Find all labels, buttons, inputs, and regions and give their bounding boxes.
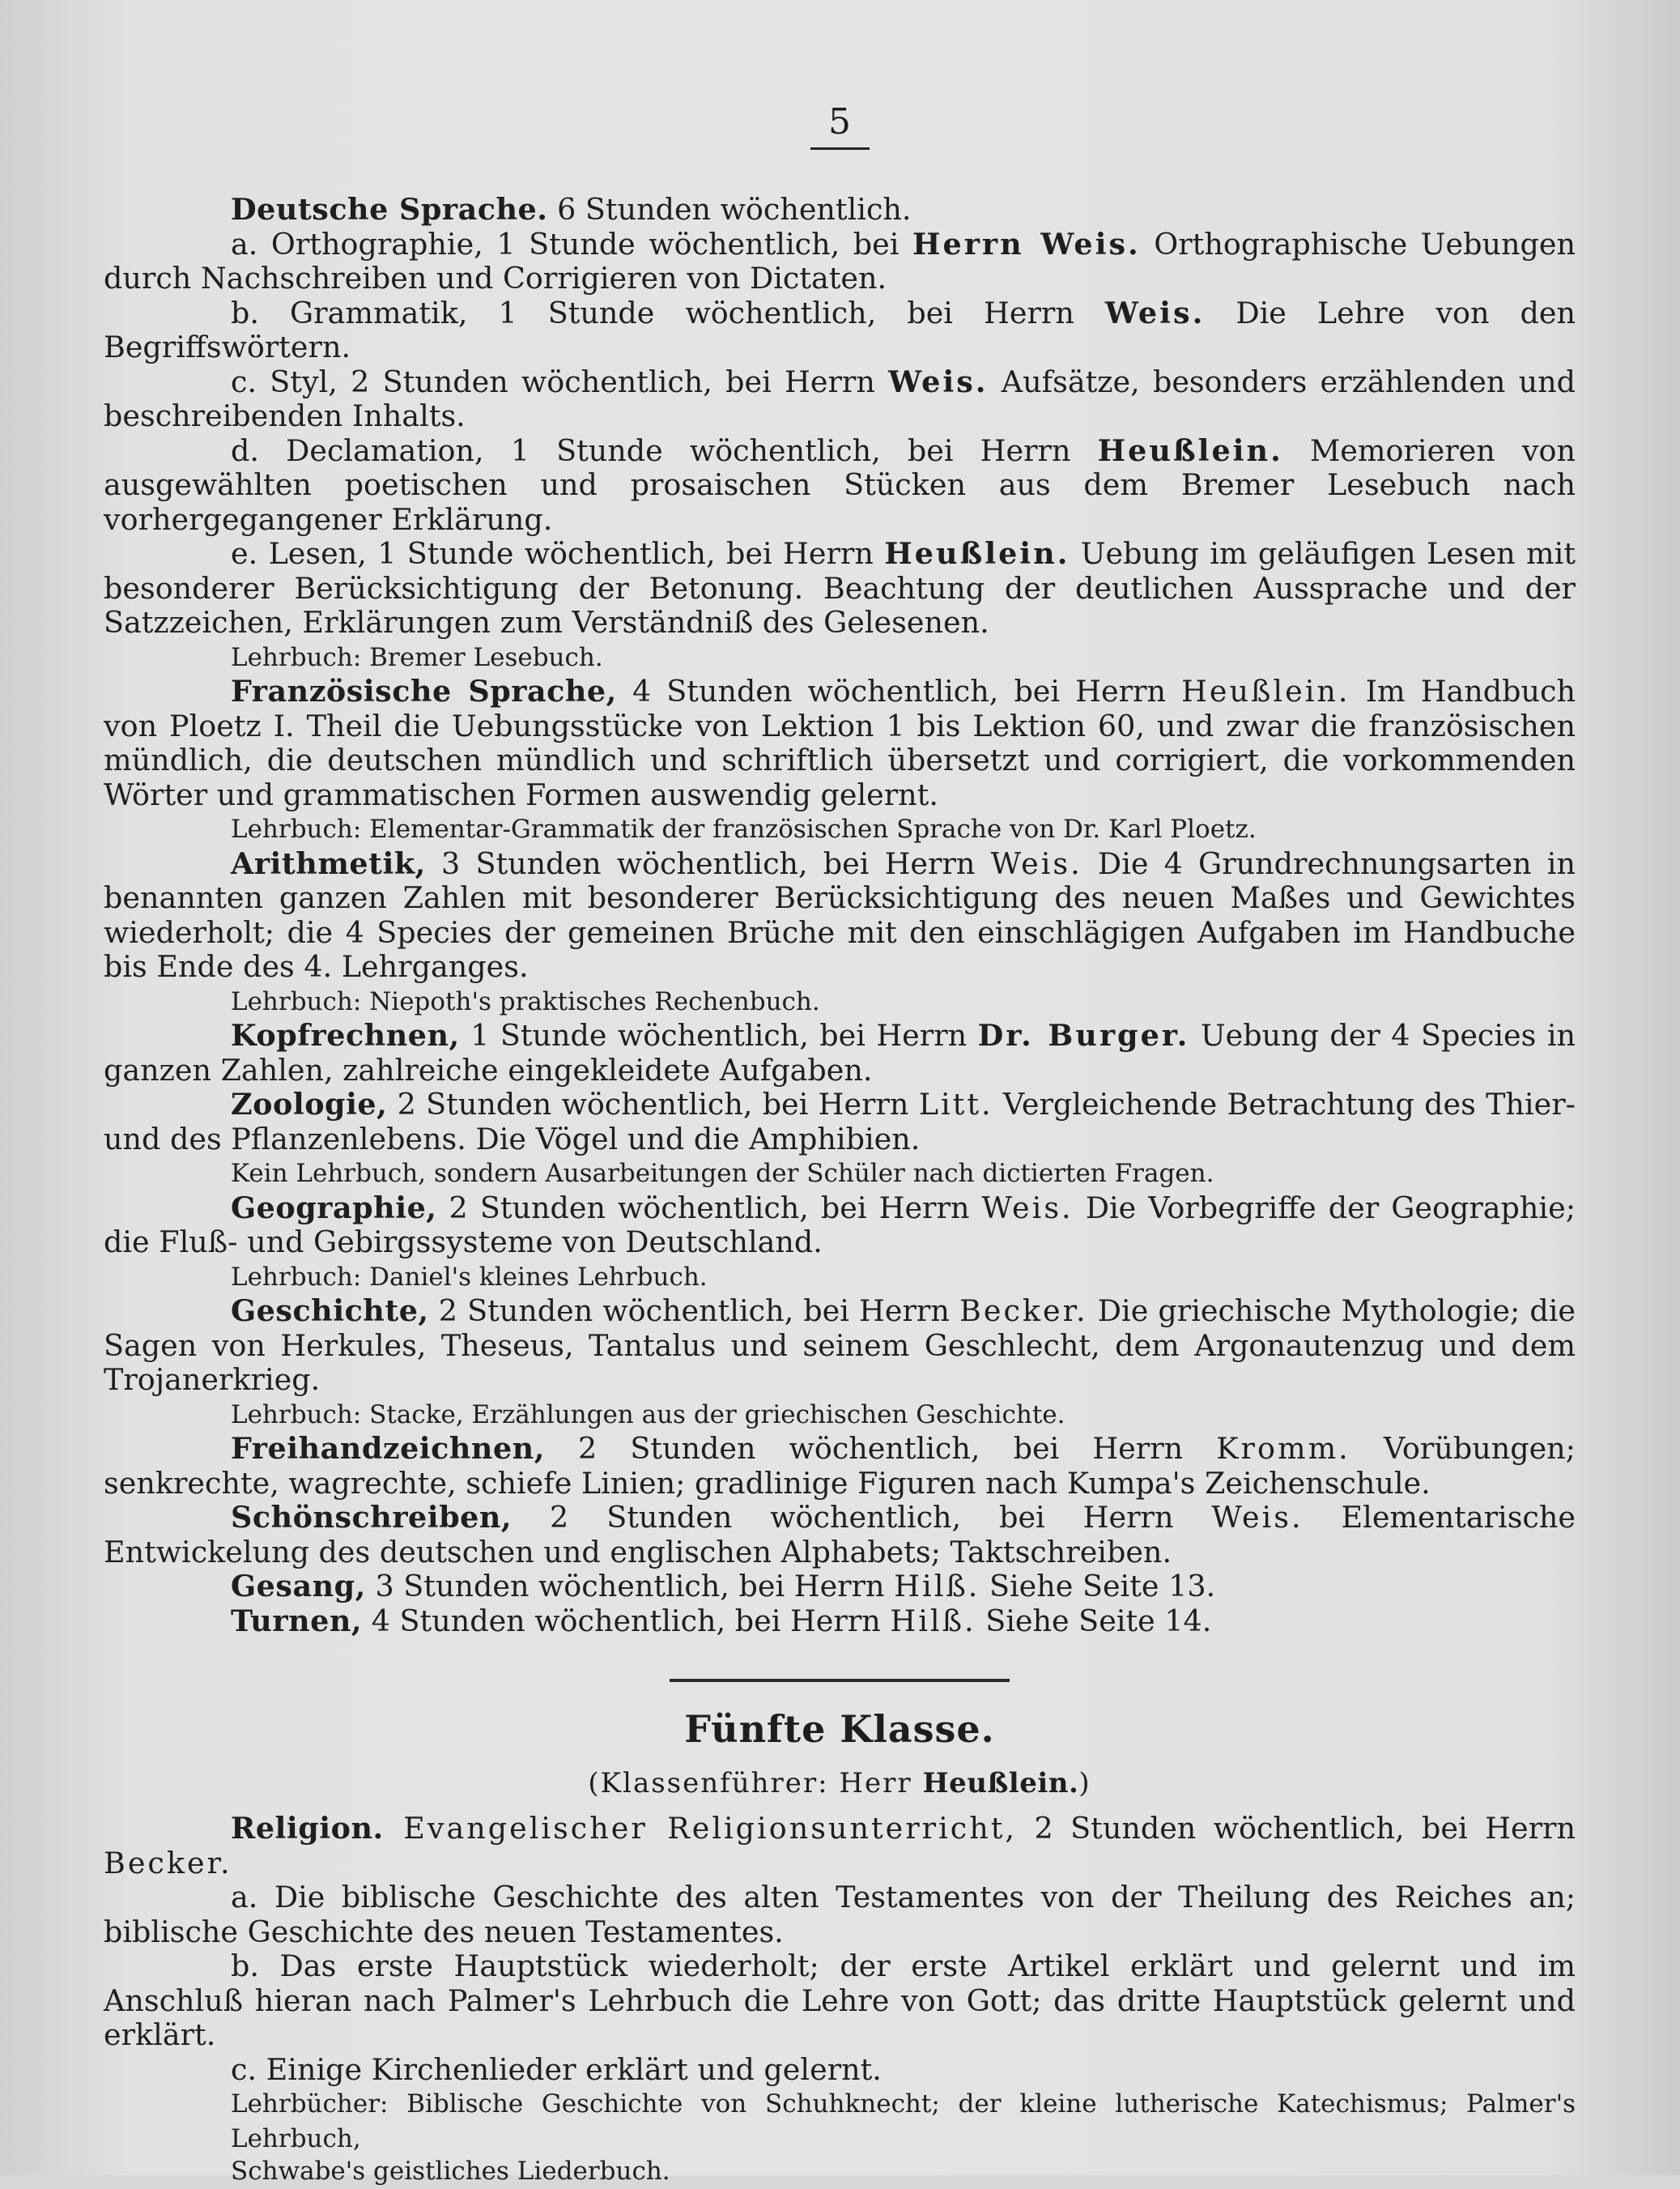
- deutsch-heading-line: Deutsche Sprache. 6 Stunden wöchentlich.: [231, 192, 912, 227]
- deutsch-item-c: c. Styl, 2 Stunden wöchentlich, bei Herrn Weis. Aufsätze, besonders erzählenden und beschreibenden Inhalts.: [104, 364, 1576, 433]
- rel-textbook-2: Schwabe's geistliches Liederbuch.: [231, 2157, 670, 2186]
- zoo-paragraph: Zoologie, 2 Stunden wöchentlich, bei Herrn Litt. Vergleichende Betrachtung des Thier- und des Pflanzenlebens. Die Vögel und die Amphibien.: [104, 1087, 1576, 1156]
- rel-item-a: a. Die biblische Geschichte des alten Testamentes von der Theilung des Reiches an; biblische Geschichte des neuen Testamentes.: [104, 1880, 1576, 1949]
- page-body: [104, 193, 1576, 2189]
- section-divider: [670, 1679, 1010, 1682]
- page-number: 5: [0, 101, 1680, 150]
- schoen-paragraph: Schönschreiben, 2 Stunden wöchentlich, bei Herrn Weis. Elementarische Entwickelung des deutschen und englischen Alphabets; Taktschreiben.: [104, 1500, 1576, 1569]
- deutsch-textbook: Lehrbuch: Bremer Lesebuch.: [231, 642, 603, 672]
- deutsch-item-a: a. Orthographie, 1 Stunde wöchentlich, bei Herrn Weis. Orthographische Uebungen durch Nachschreiben und Corrigieren von Dictaten.: [104, 226, 1576, 296]
- rel-textbook-1: Lehrbücher: Biblische Geschichte von Schuhknecht; der kleine lutherische Katechismus; Palmer's Lehrbuch,: [231, 2089, 1576, 2153]
- deutsch-item-e: e. Lesen, 1 Stunde wöchentlich, bei Herrn Heußlein. Uebung im geläufigen Lesen mit besonderer Berücksichtigung der Betonung. Beachtung der deutlichen Aussprache und der Satzzeichen, Erklärungen zum Verständniß des Gelesenen.: [104, 536, 1576, 640]
- subject-schoen: Schönschreiben,: [231, 1500, 513, 1535]
- subject-geo: Geographie,: [231, 1190, 437, 1225]
- geo-textbook: Lehrbuch: Daniel's kleines Lehrbuch.: [231, 1262, 708, 1292]
- gesang-paragraph: Gesang, 3 Stunden wöchentlich, bei Herrn Hilß. Siehe Seite 13.: [231, 1569, 1216, 1603]
- kopf-paragraph: Kopfrechnen, 1 Stunde wöchentlich, bei Herrn Dr. Burger. Uebung der 4 Species in ganzen Zahlen, zahlreiche eingekleidete Aufgaben.: [104, 1018, 1576, 1088]
- rel-item-c: c. Einige Kirchenlieder erklärt und gelernt.: [231, 2051, 882, 2087]
- zoo-textbook: Kein Lehrbuch, sondern Ausarbeitungen der Schüler nach dictierten Fragen.: [231, 1159, 1214, 1188]
- subject-frei: Freihandzeichnen,: [231, 1431, 545, 1466]
- deutsch-item-d: d. Declamation, 1 Stunde wöchentlich, bei Herrn Heußlein. Memorieren von ausgewählten poetischen und prosaischen Stücken aus dem Bremer Lesebuch nach vorhergegangener Erklärung.: [104, 432, 1576, 537]
- gesch-textbook: Lehrbuch: Stacke, Erzählungen aus der griechischen Geschichte.: [231, 1399, 1065, 1429]
- subject-zoo: Zoologie,: [231, 1087, 388, 1122]
- subject-deutsch: Deutsche Sprache.: [231, 192, 548, 227]
- subject-gesch: Geschichte,: [231, 1293, 429, 1328]
- section-title: Fünfte Klasse.: [684, 1707, 995, 1751]
- subject-franz: Französische Sprache,: [231, 674, 617, 709]
- rel-heading-line: Religion. Evangelischer Religionsunterricht, 2 Stunden wöchentlich, bei Herrn Becker.: [104, 1811, 1576, 1880]
- subject-arith: Arithmetik,: [231, 845, 426, 881]
- franz-textbook: Lehrbuch: Elementar-Grammatik der französischen Sprache von Dr. Karl Ploetz.: [231, 815, 1257, 844]
- deutsch-item-b: b. Grammatik, 1 Stunde wöchentlich, bei Herrn Weis. Die Lehre von den Begriffswörtern.: [104, 295, 1576, 364]
- turnen-paragraph: Turnen, 4 Stunden wöchentlich, bei Herrn Hilß. Siehe Seite 14.: [231, 1603, 1212, 1638]
- geo-paragraph: Geographie, 2 Stunden wöchentlich, bei Herrn Weis. Die Vorbegriffe der Geographie; die Fluß- und Gebirgssysteme von Deutschland.: [104, 1190, 1576, 1259]
- arith-textbook: Lehrbuch: Niepoth's praktisches Rechenbuch.: [231, 986, 820, 1016]
- subject-kopf: Kopfrechnen,: [231, 1018, 460, 1053]
- subject-gesang: Gesang,: [231, 1569, 366, 1603]
- subject-turnen: Turnen,: [231, 1603, 363, 1638]
- section-subtitle: (Klassenführer: Herr Heußlein.): [588, 1767, 1091, 1799]
- gesch-paragraph: Geschichte, 2 Stunden wöchentlich, bei Herrn Becker. Die griechische Mythologie; die Sagen von Herkules, Theseus, Tantalus und seinem Geschlecht, dem Argonautenzug und dem Trojanerkrieg.: [104, 1293, 1576, 1397]
- franz-paragraph: Französische Sprache, 4 Stunden wöchentlich, bei Herrn Heußlein. Im Handbuch von Ploetz I. Theil die Uebungsstücke von Lektion 1 bis Lektion 60, und zwar die französischen mündlich, die deutschen mündlich und schriftlich übersetzt und corrigiert, die vorkommenden Wörter und grammatischen Formen auswendig gelernt.: [104, 674, 1576, 812]
- arith-paragraph: Arithmetik, 3 Stunden wöchentlich, bei Herrn Weis. Die 4 Grundrechnungsarten in benannten ganzen Zahlen mit besonderer Berücksichtigung des neuen Maßes und Gewichtes wiederholt; die 4 Species der gemeinen Brüche mit den einschlägigen Aufgaben im Handbuche bis Ende des 4. Lehrganges.: [104, 845, 1576, 984]
- subject-rel: Religion.: [231, 1811, 384, 1846]
- rel-item-b: b. Das erste Hauptstück wiederholt; der erste Artikel erklärt und gelernt und im Anschluß hieran nach Palmer's Lehrbuch die Lehre von Gott; das dritte Hauptstück gelernt und erklärt.: [104, 1948, 1576, 2052]
- frei-paragraph: Freihandzeichnen, 2 Stunden wöchentlich, bei Herrn Kromm. Vorübungen; senkrechte, wagrechte, schiefe Linien; gradlinige Figuren nach Kumpa's Zeichenschule.: [104, 1431, 1576, 1501]
